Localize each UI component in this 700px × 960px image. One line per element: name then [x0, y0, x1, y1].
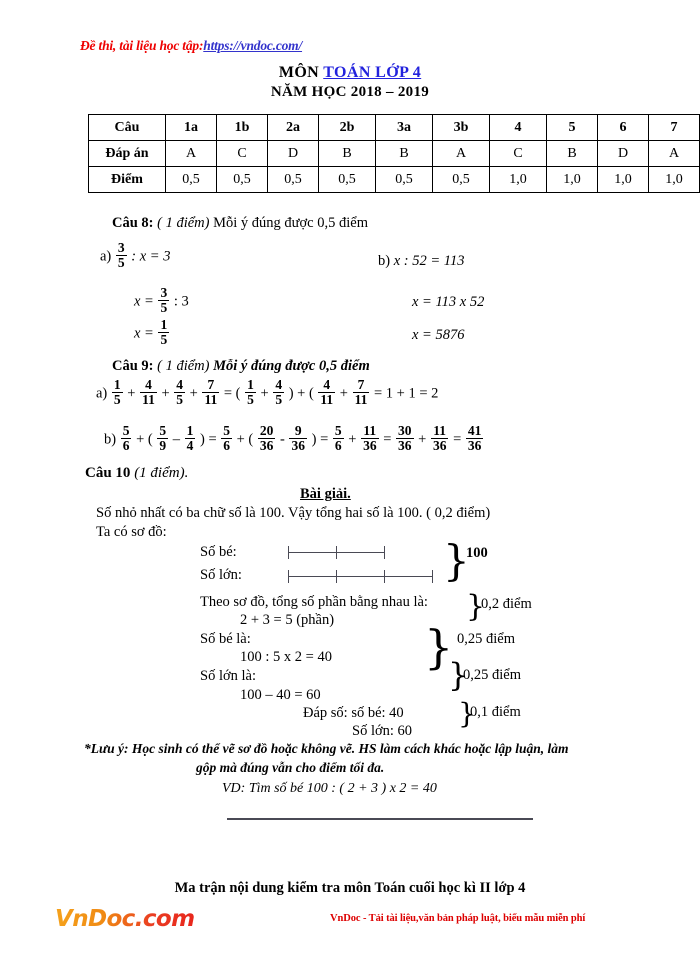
fraction-numerator: 30	[398, 423, 412, 438]
diagram-label-small: Số bé:	[200, 544, 237, 560]
fraction-numerator: 1	[160, 317, 168, 332]
cau8-a-line1	[100, 241, 170, 270]
fraction-numerator: 4	[145, 377, 152, 392]
cau10-large-label: Số lớn là:	[200, 668, 257, 684]
fraction-denominator: 5	[117, 254, 125, 270]
cau10-label: Câu 10	[85, 465, 131, 481]
fraction-denominator: 11	[320, 391, 334, 407]
diagram-tick	[336, 570, 337, 583]
fraction	[121, 424, 132, 453]
table-cell: D	[268, 141, 319, 167]
fraction-numerator: 9	[294, 423, 302, 438]
fraction-denominator: 36	[467, 437, 482, 453]
operator-plus: +	[418, 431, 427, 448]
note-line-2: gộp mà đúng vẫn cho điểm tối đa.	[196, 760, 385, 775]
diagram-tick	[432, 570, 433, 583]
cau10-answer-small: Đáp số: số bé: 40	[303, 705, 404, 721]
cau10-points: (1 điểm).	[134, 465, 189, 481]
fraction-numerator: 1	[247, 377, 254, 392]
fraction-denominator: 6	[223, 437, 230, 453]
fraction	[273, 378, 284, 407]
cau10-points-answer: 0,1 điểm	[470, 704, 521, 720]
cau8-a-line3	[134, 318, 170, 347]
fraction	[318, 378, 335, 407]
cau9-a-tail: = 1 + 1 = 2	[374, 385, 439, 402]
cau10-large-calc: 100 – 40 = 60	[240, 687, 321, 703]
fraction-denominator: 5	[247, 391, 254, 407]
brace-total: }	[443, 536, 470, 585]
cau8-b-line3	[412, 328, 464, 343]
subject-heading	[0, 64, 700, 82]
fraction-denominator: 6	[122, 437, 130, 453]
fraction-numerator: 4	[275, 377, 283, 392]
operator-plus: +	[161, 385, 170, 402]
cau8-points: ( 1 điểm)	[157, 215, 210, 231]
fraction	[174, 378, 185, 407]
cau8-a-line2-rest: : 3	[173, 293, 189, 310]
fraction	[396, 424, 414, 453]
fraction	[361, 424, 379, 453]
operator-minus: -	[280, 431, 285, 448]
brace-parts: }	[466, 589, 486, 624]
table-cell: 3a	[376, 115, 433, 141]
table-cell: 5	[547, 115, 598, 141]
operator-minus: –	[172, 431, 180, 448]
cau8-a-line2-lead: x =	[134, 293, 154, 310]
cau8-a-line1-rest: : x = 3	[131, 248, 171, 265]
cau9-heading	[112, 359, 370, 374]
operator-plus: +	[348, 431, 357, 448]
cau8-b-eq2: x = 113 x 52	[412, 294, 485, 310]
cau8-b-eq3: x = 5876	[412, 327, 465, 343]
fraction-denominator: 36	[398, 437, 412, 453]
table-cell: 3b	[433, 115, 490, 141]
operator-plus-paren: + (	[236, 431, 254, 448]
fraction-numerator: 5	[223, 423, 230, 438]
school-year: NĂM HỌC 2018 – 2019	[270, 84, 430, 100]
matrix-title: Ma trận nội dung kiểm tra môn Toán cuối học kì II lớp 4	[174, 880, 526, 896]
diagram-tick	[336, 546, 337, 559]
fraction	[258, 424, 276, 453]
fraction-numerator: 7	[357, 377, 365, 392]
vndoc-logo: VnDoc.com	[55, 906, 195, 932]
diagram-tick	[384, 546, 385, 559]
note-line-1: *Lưu ý: Học sinh có thể vẽ sơ đồ hoặc không vẽ. HS làm cách khác hoặc lập luận, làm	[84, 741, 569, 756]
table-cell: 0,5	[217, 167, 268, 193]
cau8-b-line2	[412, 295, 484, 310]
cau8-label: Câu 8:	[112, 215, 154, 231]
brace-answer: }	[458, 697, 476, 730]
table-cell: 0,5	[433, 167, 490, 193]
fraction-denominator: 11	[142, 391, 155, 407]
table-cell: 0,5	[166, 167, 217, 193]
fraction-denominator: 5	[176, 391, 184, 407]
cau8-note: Mỗi ý đúng được 0,5 điểm	[213, 215, 368, 231]
fraction	[202, 378, 219, 407]
fraction-numerator: 4	[323, 377, 331, 392]
cau9-note: Mỗi ý đúng được 0,5 điểm	[213, 358, 370, 374]
fraction-numerator: 20	[259, 423, 274, 438]
cau8-a-line3-lead: x =	[134, 325, 154, 342]
fraction	[140, 378, 157, 407]
cau10-points-large: 0,25 điểm	[463, 667, 521, 683]
table-cell: 0,5	[268, 167, 319, 193]
row-label-cau: Câu	[89, 115, 166, 141]
cau10-small-label: Số bé là:	[200, 631, 251, 647]
diagram-total-value: 100	[466, 545, 488, 561]
table-cell: 4	[490, 115, 547, 141]
fraction-numerator: 41	[467, 423, 482, 438]
table-cell: D	[598, 141, 649, 167]
table-cell: A	[166, 141, 217, 167]
fraction-numerator: 5	[334, 423, 342, 438]
cau9-a-label: a)	[96, 385, 108, 402]
vndoc-link[interactable]: https://vndoc.com/	[203, 38, 303, 53]
table-cell: 6	[598, 115, 649, 141]
horizontal-rule	[227, 818, 533, 820]
cau9-a-line	[96, 378, 438, 407]
cau9-label: Câu 9:	[112, 358, 154, 374]
table-row-answers	[89, 141, 700, 167]
fraction-denominator: 5	[275, 391, 283, 407]
table-cell: C	[490, 141, 547, 167]
table-cell: A	[649, 141, 700, 167]
operator-plus: +	[339, 385, 348, 402]
fraction	[116, 241, 127, 270]
diagram-tick	[288, 570, 289, 583]
brace-large: }	[448, 656, 469, 694]
cau10-points-small: 0,25 điểm	[457, 631, 515, 647]
fraction-numerator: 5	[159, 423, 167, 438]
table-cell: 7	[649, 115, 700, 141]
fraction	[158, 286, 169, 315]
cau8-heading	[112, 216, 368, 231]
cau10-parts-line: Theo sơ đồ, tổng số phần bằng nhau là:	[200, 594, 428, 610]
cau8-b-eq1: x : 52 = 113	[393, 253, 465, 269]
table-cell: B	[319, 141, 376, 167]
fraction-numerator: 3	[160, 285, 168, 300]
cau9-b-line	[104, 424, 484, 453]
fraction-denominator: 6	[334, 437, 342, 453]
table-cell: 0,5	[319, 167, 376, 193]
cau10-heading	[85, 466, 188, 481]
cau10-small-calc: 100 : 5 x 2 = 40	[240, 649, 332, 665]
fraction-numerator: 4	[176, 377, 184, 392]
cau8-a-line2	[134, 286, 189, 315]
table-row-points	[89, 167, 700, 193]
fraction-numerator: 11	[363, 423, 377, 438]
cau10-diagram-intro: Ta có sơ đồ:	[96, 524, 167, 540]
cau9-b-label: b)	[104, 431, 117, 448]
cau8-a-label: a)	[100, 248, 112, 265]
fraction-numerator: 1	[186, 423, 194, 438]
operator-paren: ) + (	[288, 385, 314, 402]
fraction	[112, 378, 123, 407]
table-cell: C	[217, 141, 268, 167]
fraction-denominator: 5	[160, 331, 168, 347]
table-cell: 1,0	[649, 167, 700, 193]
table-cell: 1a	[166, 115, 217, 141]
operator-plus-paren: + (	[136, 431, 153, 448]
brace-small: }	[424, 620, 454, 674]
operator-equals: =	[383, 431, 392, 448]
promo-label: Đề thi, tài liệu học tập:	[80, 38, 204, 53]
fraction-numerator: 11	[433, 423, 447, 438]
site-promo-line	[80, 38, 302, 54]
diagram-label-large: Số lớn:	[200, 567, 242, 583]
table-cell: 2b	[319, 115, 376, 141]
cau8-b-label: b)	[378, 253, 391, 269]
cau10-smallest-line: Số nhỏ nhất có ba chữ số là 100. Vậy tổng hai số là 100. ( 0,2 điểm)	[96, 505, 491, 521]
table-cell: 0,5	[376, 167, 433, 193]
row-label-diem: Điểm	[89, 167, 166, 193]
fraction-denominator: 36	[259, 437, 274, 453]
fraction-denominator: 9	[159, 437, 167, 453]
subject-prefix: MÔN	[278, 64, 324, 81]
fraction-numerator: 1	[113, 377, 121, 392]
fraction	[221, 424, 232, 453]
table-cell: A	[433, 141, 490, 167]
operator-close-eq: ) =	[199, 431, 217, 448]
fraction	[185, 424, 196, 453]
table-cell: 2a	[268, 115, 319, 141]
note-line-3: VD: Tìm số bé 100 : ( 2 + 3 ) x 2 = 40	[222, 781, 437, 796]
table-cell: 1b	[217, 115, 268, 141]
fraction-numerator: 3	[117, 240, 125, 255]
table-cell: B	[376, 141, 433, 167]
table-cell: 1,0	[547, 167, 598, 193]
fraction	[289, 424, 307, 453]
subject-name: TOÁN LỚP 4	[323, 64, 422, 81]
operator-equals: = (	[223, 385, 241, 402]
fraction-denominator: 5	[113, 391, 121, 407]
fraction	[466, 424, 484, 453]
fraction-denominator: 11	[204, 391, 218, 407]
answer-key-table	[88, 114, 700, 193]
fraction	[157, 424, 168, 453]
fraction	[158, 318, 169, 347]
cau8-b-line1	[378, 254, 464, 269]
table-cell: B	[547, 141, 598, 167]
operator-equals: =	[453, 431, 462, 448]
operator-plus: +	[189, 385, 198, 402]
operator-close-eq: ) =	[311, 431, 329, 448]
fraction-denominator: 36	[363, 437, 377, 453]
diagram-bar-large	[288, 576, 432, 577]
fraction	[353, 378, 370, 407]
fraction-denominator: 36	[432, 437, 447, 453]
fraction	[431, 424, 449, 453]
diagram-tick	[288, 546, 289, 559]
operator-plus: +	[260, 385, 269, 402]
fraction-numerator: 7	[207, 377, 215, 392]
operator-plus: +	[127, 385, 136, 402]
table-cell: 1,0	[598, 167, 649, 193]
solution-title: Bài giải.	[300, 486, 351, 502]
fraction-denominator: 36	[291, 437, 305, 453]
fraction-numerator: 5	[122, 423, 130, 438]
table-row-questions	[89, 115, 700, 141]
table-cell: 1,0	[490, 167, 547, 193]
fraction-denominator: 11	[354, 391, 368, 407]
fraction	[333, 424, 344, 453]
row-label-dapan: Đáp án	[89, 141, 166, 167]
cau10-points-parts: 0,2 điểm	[481, 596, 532, 612]
cau9-points: ( 1 điểm)	[157, 358, 210, 374]
diagram-tick	[384, 570, 385, 583]
fraction-denominator: 4	[186, 437, 194, 453]
cau10-answer-large: Số lớn: 60	[352, 723, 413, 739]
fraction-denominator: 5	[160, 299, 168, 315]
fraction	[245, 378, 256, 407]
cau10-parts-sum: 2 + 3 = 5 (phần)	[240, 612, 335, 628]
footer-note: VnDoc - Tải tài liệu,văn bản pháp luật, biểu mẫu miễn phí	[330, 913, 586, 924]
